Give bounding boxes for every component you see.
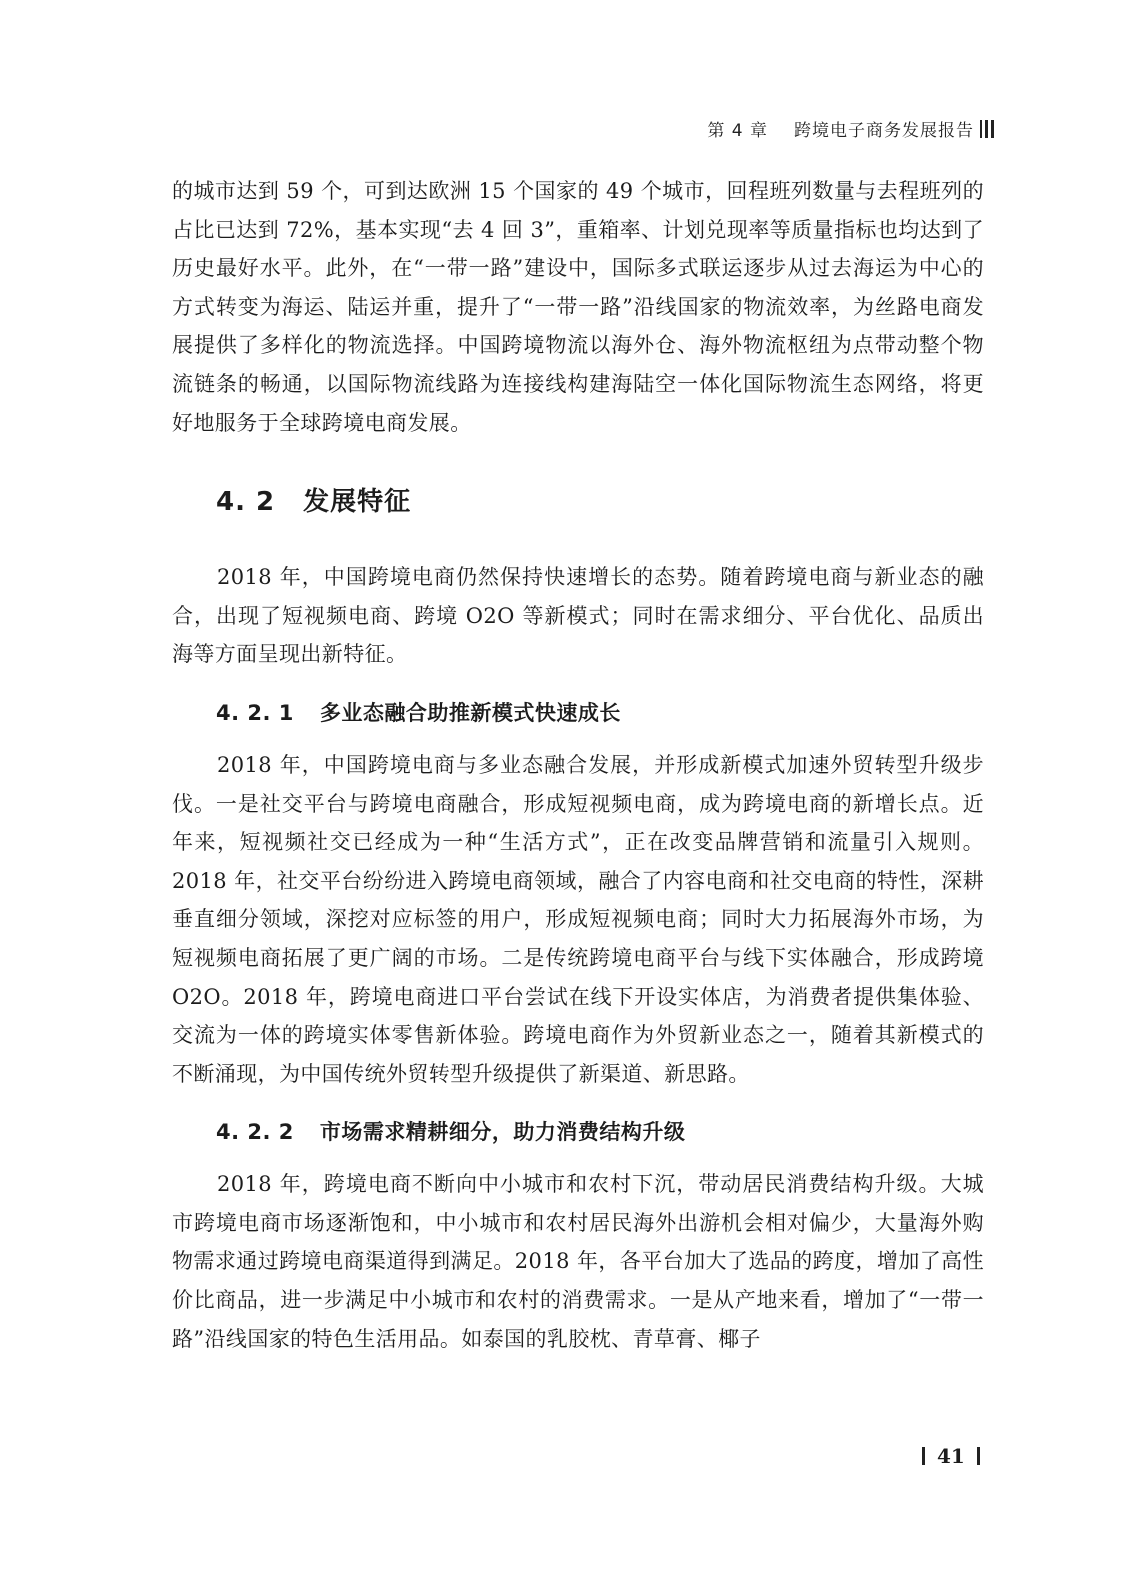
running-head-bars-decoration: [980, 120, 994, 138]
subsection-2-title: 市场需求精耕细分，助力消费结构升级: [319, 1120, 686, 1145]
running-head-chapter: 第 4 章: [707, 121, 768, 141]
section-number: 4. 2: [216, 487, 276, 518]
subsection-1-title: 多业态融合助推新模式快速成长: [319, 700, 621, 725]
subsection-2-number: 4. 2. 2: [216, 1120, 294, 1145]
folio-right-bar-decoration: [977, 1447, 980, 1465]
subsection-1-heading: [216, 696, 984, 730]
running-head-title: 跨境电子商务发展报告: [794, 121, 974, 141]
page-number: 41: [937, 1444, 965, 1468]
section-paragraph: 2018 年，中国跨境电商仍然保持快速增长的态势。随着跨境电商与新业态的融合，出现了短视频电商、跨境 O2O 等新模式；同时在需求细分、平台优化、品质出海等方面呈现出新特征。: [172, 565, 984, 667]
section-title: 发展特征: [303, 487, 412, 518]
folio-left-bar-decoration: [922, 1447, 925, 1465]
subsection-2-heading: [216, 1115, 984, 1149]
page-body: [172, 172, 984, 1358]
running-head: [707, 116, 994, 141]
subsection-1-number: 4. 2. 1: [216, 700, 294, 725]
subsection-2-paragraph: 2018 年，跨境电商不断向中小城市和农村下沉，带动居民消费结构升级。大城市跨境电商市场逐渐饱和，中小城市和农村居民海外出游机会相对偏少，大量海外购物需求通过跨境电商渠道得到满足。2018 年，各平台加大了选品的跨度，增加了高性价比商品，进一步满足中小城市和农村的消费需求。一是从产地来看，增加了“一带一路”沿线国家的特色生活用品。如泰国的乳胶枕、青草膏、椰子: [172, 1172, 984, 1351]
page-folio: [922, 1444, 980, 1468]
section-heading: [216, 478, 984, 526]
subsection-1-paragraph: 2018 年，中国跨境电商与多业态融合发展，并形成新模式加速外贸转型升级步伐。一是社交平台与跨境电商融合，形成短视频电商，成为跨境电商的新增长点。近年来，短视频社交已经成为一种“生活方式”，正在改变品牌营销和流量引入规则。2018 年，社交平台纷纷进入跨境电商领域，融合了内容电商和社交电商的特性，深耕垂直细分领域，深挖对应标签的用户，形成短视频电商；同时大力拓展海外市场，为短视频电商拓展了更广阔的市场。二是传统跨境电商平台与线下实体融合，形成跨境 O2O。2018 年，跨境电商进口平台尝试在线下开设实体店，为消费者提供集体验、交流为一体的跨境实体零售新体验。跨境电商作为外贸新业态之一，随着其新模式的不断涌现，为中国传统外贸转型升级提供了新渠道、新思路。: [172, 752, 984, 1086]
intro-paragraph: 的城市达到 59 个，可到达欧洲 15 个国家的 49 个城市，回程班列数量与去程班列的占比已达到 72%，基本实现“去 4 回 3”，重箱率、计划兑现率等质量指标也均达到了历史最好水平。此外，在“一带一路”建设中，国际多式联运逐步从过去海运为中心的方式转变为海运、陆运并重，提升了“一带一路”沿线国家的物流效率，为丝路电商发展提供了多样化的物流选择。中国跨境物流以海外仓、海外物流枢纽为点带动整个物流链条的畅通，以国际物流线路为连接线构建海陆空一体化国际物流生态网络，将更好地服务于全球跨境电商发展。: [172, 179, 984, 435]
